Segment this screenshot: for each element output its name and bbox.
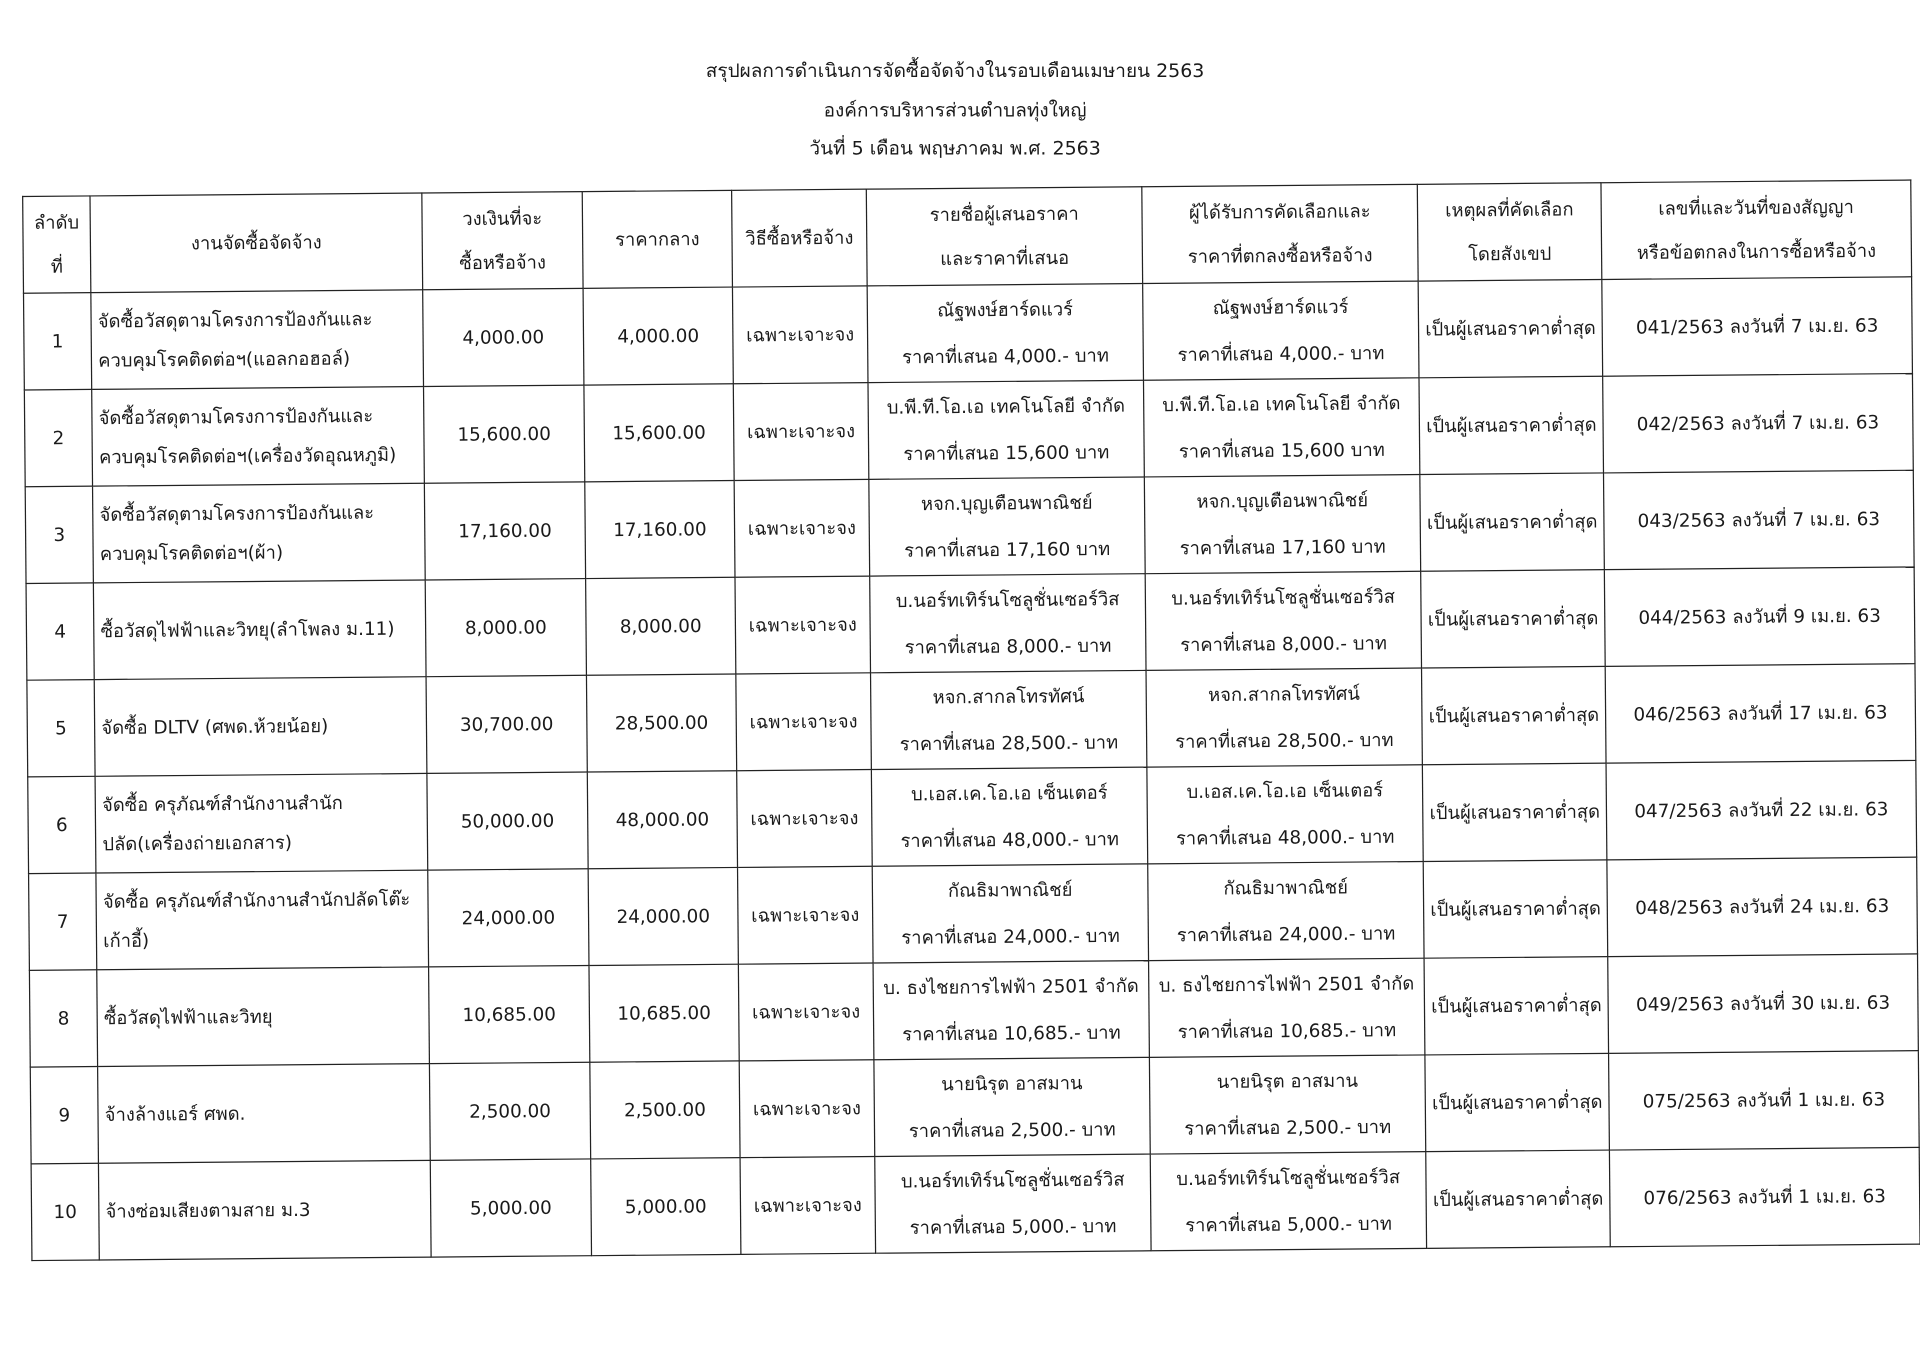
cell-budget: 17,160.00	[424, 482, 585, 580]
column-header-no: ลำดับที่	[23, 196, 91, 293]
column-header-reason: เหตุผลที่คัดเลือก โดยสังเขป	[1417, 183, 1602, 281]
bidder-name: นายนิรุต อาสมาน	[941, 1072, 1083, 1096]
table-row	[27, 664, 1916, 777]
cell-contract: 076/2563 ลงวันที่ 1 เม.ย. 63	[1609, 1147, 1920, 1246]
cell-reason: เป็นผู้เสนอราคาต่ำสุด	[1422, 763, 1607, 861]
cell-reason: เป็นผู้เสนอราคาต่ำสุด	[1419, 376, 1604, 474]
cell-method: เฉพาะเจาะจง	[734, 479, 870, 577]
cell-item: จ้างล้างแอร์ ศพด.	[98, 1064, 431, 1164]
cell-method: เฉพาะเจาะจง	[736, 673, 872, 771]
winner-name: ณัฐพงษ์ฮาร์ดแวร์	[1212, 295, 1349, 320]
winner-price: ราคาที่เสนอ 48,000.- บาท	[1175, 825, 1395, 850]
cell-contract: 041/2563 ลงวันที่ 7 เม.ย. 63	[1602, 277, 1913, 376]
procurement-summary-table	[22, 179, 1920, 1261]
cell-median-price: 2,500.00	[590, 1061, 740, 1159]
cell-median-price: 28,500.00	[586, 674, 736, 772]
bidder-price: ราคาที่เสนอ 8,000.- บาท	[904, 634, 1112, 659]
cell-item: ซื้อวัสดุไฟฟ้าและวิทยุ	[97, 967, 430, 1067]
cell-method: เฉพาะเจาะจง	[739, 1060, 875, 1158]
cell-selected	[1150, 1152, 1426, 1251]
cell-selected	[1144, 475, 1420, 574]
cell-budget: 10,685.00	[429, 965, 590, 1063]
cell-no: 8	[29, 970, 97, 1067]
winner-price: ราคาที่เสนอ 15,600 บาท	[1178, 438, 1385, 463]
bidder-name: บ.นอร์ทเทิร์นโซลูชั่นเซอร์วิส	[900, 1168, 1125, 1193]
cell-selected	[1143, 378, 1419, 477]
cell-selected	[1149, 1055, 1425, 1154]
cell-median-price: 15,600.00	[584, 384, 734, 482]
cell-selected	[1149, 958, 1425, 1057]
table-row	[29, 954, 1918, 1067]
cell-contract: 075/2563 ลงวันที่ 1 เม.ย. 63	[1609, 1051, 1920, 1150]
winner-name: กัณธิมาพาณิชย์	[1223, 876, 1349, 900]
bidder-price: ราคาที่เสนอ 15,600 บาท	[903, 441, 1110, 465]
winner-price: ราคาที่เสนอ 10,685.- บาท	[1177, 1019, 1397, 1044]
bidder-price: ราคาที่เสนอ 4,000.- บาท	[902, 344, 1110, 369]
table-row	[25, 470, 1914, 583]
bidder-price: ราคาที่เสนอ 5,000.- บาท	[909, 1214, 1117, 1239]
cell-no: 4	[26, 583, 94, 680]
table-body	[24, 277, 1920, 1261]
cell-contract: 043/2563 ลงวันที่ 7 เม.ย. 63	[1603, 470, 1914, 569]
cell-bidder	[867, 283, 1143, 382]
cell-method: เฉพาะเจาะจง	[738, 866, 874, 964]
cell-bidder	[871, 767, 1147, 866]
cell-contract: 049/2563 ลงวันที่ 30 เม.ย. 63	[1608, 954, 1919, 1053]
cell-method: เฉพาะเจาะจง	[737, 770, 873, 868]
cell-no: 9	[30, 1067, 98, 1164]
column-header-selected: ผู้ได้รับการคัดเลือกและ ราคาที่ตกลงซื้อหรือจ้าง	[1142, 184, 1418, 283]
table-row	[30, 1051, 1919, 1164]
column-header-budget: วงเงินที่จะ ซื้อหรือจ้าง	[422, 192, 583, 290]
cell-median-price: 5,000.00	[591, 1158, 741, 1256]
table-row	[24, 374, 1913, 487]
bidder-price: ราคาที่เสนอ 10,685.- บาท	[902, 1021, 1121, 1046]
bidder-name: บ.นอร์ทเทิร์นโซลูชั่นเซอร์วิส	[895, 587, 1120, 612]
cell-item: ซื้อวัสดุไฟฟ้าและวิทยุ(ลำโพลง ม.11)	[93, 580, 426, 680]
winner-name: บ.นอร์ทเทิร์นโซลูชั่นเซอร์วิส	[1176, 1165, 1401, 1190]
column-header-method: วิธีซื้อหรือจ้าง	[732, 189, 868, 287]
cell-contract: 048/2563 ลงวันที่ 24 เม.ย. 63	[1607, 857, 1918, 956]
table-row	[28, 760, 1917, 873]
cell-reason: เป็นผู้เสนอราคาต่ำสุด	[1421, 570, 1606, 668]
cell-budget: 50,000.00	[427, 772, 588, 870]
cell-reason: เป็นผู้เสนอราคาต่ำสุด	[1426, 1150, 1611, 1248]
cell-median-price: 8,000.00	[586, 577, 736, 675]
cell-reason: เป็นผู้เสนอราคาต่ำสุด	[1418, 279, 1603, 377]
cell-budget: 5,000.00	[430, 1159, 591, 1257]
cell-budget: 24,000.00	[428, 869, 589, 967]
column-header-contract: เลขที่และวันที่ของสัญญา หรือข้อตกลงในการซื้อหรือจ้าง	[1601, 180, 1912, 279]
cell-bidder	[873, 961, 1149, 1060]
column-header-item: งานจัดซื้อจัดจ้าง	[90, 193, 423, 293]
winner-price: ราคาที่เสนอ 28,500.- บาท	[1175, 728, 1394, 753]
table-row	[29, 857, 1918, 970]
cell-contract: 046/2563 ลงวันที่ 17 เม.ย. 63	[1605, 664, 1916, 763]
cell-method: เฉพาะเจาะจง	[740, 1156, 876, 1254]
winner-name: บ.นอร์ทเทิร์นโซลูชั่นเซอร์วิส	[1171, 585, 1396, 610]
cell-method: เฉพาะเจาะจง	[738, 963, 874, 1061]
cell-budget: 4,000.00	[423, 288, 584, 386]
cell-no: 6	[28, 776, 96, 873]
cell-reason: เป็นผู้เสนอราคาต่ำสุด	[1422, 666, 1607, 764]
winner-name: บ.พี.ที.โอ.เอ เทคโนโลยี จำกัด	[1162, 392, 1401, 417]
bidder-price: ราคาที่เสนอ 17,160 บาท	[904, 537, 1111, 562]
cell-budget: 30,700.00	[426, 675, 587, 773]
cell-no: 3	[25, 486, 93, 583]
report-date: วันที่ 5 เดือน พฤษภาคม พ.ศ. 2563	[809, 137, 1101, 160]
cell-selected	[1145, 571, 1421, 670]
bidder-name: กัณธิมาพาณิชย์	[947, 878, 1073, 902]
cell-contract: 047/2563 ลงวันที่ 22 เม.ย. 63	[1606, 760, 1917, 859]
cell-item: จัดซื้อวัสดุตามโครงการป้องกันและควบคุมโรคติดต่อฯ(ผ้า)	[93, 483, 426, 583]
bidder-price: ราคาที่เสนอ 28,500.- บาท	[899, 731, 1119, 756]
bidder-price: ราคาที่เสนอ 24,000.- บาท	[901, 924, 1120, 949]
winner-price: ราคาที่เสนอ 17,160 บาท	[1179, 535, 1386, 560]
bidder-price: ราคาที่เสนอ 48,000.- บาท	[900, 828, 1120, 852]
cell-item: จัดซื้อวัสดุตามโครงการป้องกันและควบคุมโรคติดต่อฯ(เครื่องวัดอุณหภูมิ)	[92, 387, 425, 487]
table-row	[24, 277, 1913, 390]
bidder-price: ราคาที่เสนอ 2,500.- บาท	[908, 1118, 1116, 1143]
document-title: สรุปผลการดำเนินการจัดซื้อจัดจ้างในรอบเดือนเมษายน 2563	[705, 60, 1205, 83]
winner-name: หจก.สากลโทรทัศน์	[1207, 682, 1361, 706]
cell-no: 10	[31, 1163, 99, 1260]
cell-bidder	[874, 1057, 1150, 1156]
cell-reason: เป็นผู้เสนอราคาต่ำสุด	[1423, 860, 1608, 958]
cell-bidder	[870, 574, 1146, 673]
bidder-name: บ. ธงไชยการไฟฟ้า 2501 จำกัด	[883, 974, 1139, 1000]
cell-bidder	[872, 864, 1148, 963]
cell-median-price: 17,160.00	[585, 481, 735, 579]
bidder-name: หจก.สากลโทรทัศน์	[932, 685, 1085, 709]
cell-bidder	[868, 380, 1144, 479]
bidder-name: บ.เอส.เค.โอ.เอ เซ็นเตอร์	[910, 781, 1108, 806]
cell-no: 2	[24, 389, 92, 486]
winner-name: นายนิรุต อาสมาน	[1216, 1069, 1359, 1093]
cell-budget: 8,000.00	[425, 579, 586, 677]
winner-price: ราคาที่เสนอ 4,000.- บาท	[1177, 341, 1385, 366]
cell-contract: 044/2563 ลงวันที่ 9 เม.ย. 63	[1604, 567, 1915, 666]
cell-selected	[1148, 861, 1424, 960]
cell-bidder	[875, 1154, 1151, 1253]
table-header-row	[23, 180, 1912, 293]
cell-reason: เป็นผู้เสนอราคาต่ำสุด	[1424, 957, 1609, 1055]
cell-median-price: 48,000.00	[587, 771, 737, 869]
cell-item: จัดซื้อ ครุภัณฑ์สำนักงานสำนักปลัดโต๊ะเก้าอี้)	[96, 870, 429, 970]
cell-reason: เป็นผู้เสนอราคาต่ำสุด	[1420, 473, 1605, 571]
winner-price: ราคาที่เสนอ 2,500.- บาท	[1184, 1115, 1392, 1140]
organization-name: องค์การบริหารส่วนตำบลทุ่งใหญ่	[823, 99, 1087, 122]
cell-bidder	[869, 477, 1145, 576]
cell-contract: 042/2563 ลงวันที่ 7 เม.ย. 63	[1603, 374, 1914, 473]
winner-price: ราคาที่เสนอ 24,000.- บาท	[1176, 922, 1396, 947]
cell-median-price: 24,000.00	[588, 867, 738, 965]
cell-selected	[1147, 765, 1423, 864]
cell-selected	[1146, 668, 1422, 767]
cell-bidder	[871, 670, 1147, 769]
cell-no: 7	[29, 873, 97, 970]
cell-budget: 2,500.00	[429, 1062, 590, 1160]
cell-no: 1	[24, 293, 92, 390]
cell-item: จัดซื้อวัสดุตามโครงการป้องกันและควบคุมโรคติดต่อฯ(แอลกอฮอล์)	[91, 290, 424, 390]
cell-method: เฉพาะเจาะจง	[732, 286, 868, 384]
table-row	[31, 1147, 1920, 1260]
column-header-bidders: รายชื่อผู้เสนอราคา และราคาที่เสนอ	[866, 187, 1142, 286]
winner-price: ราคาที่เสนอ 8,000.- บาท	[1180, 632, 1388, 657]
cell-no: 5	[27, 680, 95, 777]
cell-item: จ้างซ่อมเสียงตามสาย ม.3	[98, 1160, 431, 1260]
table-row	[26, 567, 1915, 680]
cell-budget: 15,600.00	[424, 385, 585, 483]
winner-name: บ. ธงไชยการไฟฟ้า 2501 จำกัด	[1158, 972, 1415, 997]
cell-method: เฉพาะเจาะจง	[733, 383, 869, 481]
cell-selected	[1143, 281, 1419, 380]
column-header-median-price: ราคากลาง	[582, 190, 732, 288]
cell-item: จัดซื้อ DLTV (ศพด.ห้วยน้อย)	[94, 677, 427, 777]
bidder-name: บ.พี.ที.โอ.เอ เทคโนโลยี จำกัด	[886, 394, 1126, 419]
cell-method: เฉพาะเจาะจง	[735, 576, 871, 674]
cell-item: จัดซื้อ ครุภัณฑ์สำนักงานสำนักปลัด(เครื่องถ่ายเอกสาร)	[95, 773, 428, 873]
cell-reason: เป็นผู้เสนอราคาต่ำสุด	[1425, 1053, 1610, 1151]
winner-name: บ.เอส.เค.โอ.เอ เซ็นเตอร์	[1186, 779, 1384, 803]
winner-name: หจก.บุญเตือนพาณิชย์	[1196, 489, 1369, 513]
winner-price: ราคาที่เสนอ 5,000.- บาท	[1185, 1212, 1393, 1237]
bidder-name: หจก.บุญเตือนพาณิชย์	[920, 491, 1093, 516]
cell-median-price: 10,685.00	[589, 964, 739, 1062]
bidder-name: ณัฐพงษ์ฮาร์ดแวร์	[937, 298, 1074, 322]
cell-median-price: 4,000.00	[583, 287, 733, 385]
